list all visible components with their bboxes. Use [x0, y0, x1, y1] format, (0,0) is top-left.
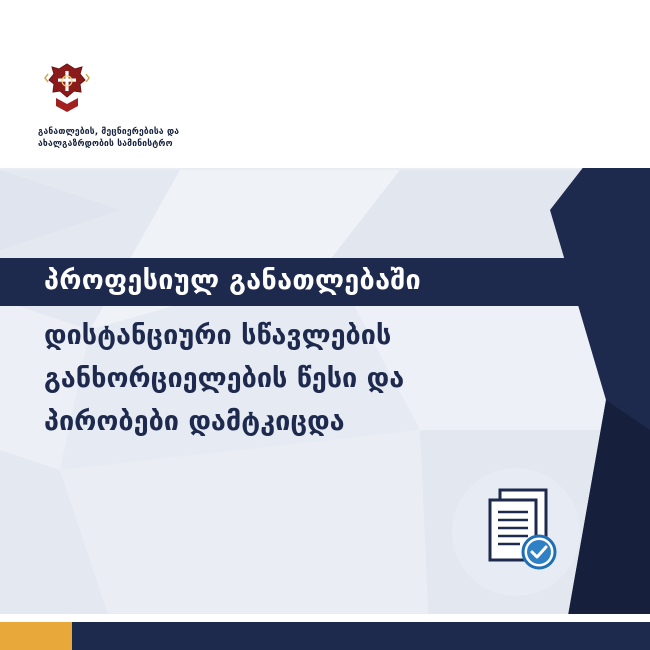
ministry-name-line1: განათლების, მეცნიერებისა და [38, 127, 180, 137]
ministry-name [38, 126, 258, 150]
ministry-name-line2: ახალგაზრდობის სამინისტრო [38, 139, 173, 149]
documents-approved-icon [480, 486, 566, 578]
headline-line-4: პირობები დამტკიცდა [44, 406, 345, 437]
ministry-logo [38, 62, 338, 150]
bottom-bar-gold-segment [0, 622, 72, 650]
bottom-bar-navy-segment [72, 622, 650, 650]
headline-body [44, 314, 584, 443]
bottom-color-bar [0, 622, 650, 650]
georgia-coat-of-arms-icon [44, 62, 90, 116]
bottom-white-divider [0, 614, 650, 622]
headline-line-3: განხორციელების წესი და [44, 363, 405, 394]
headline-line-2: დისტანციური სწავლების [44, 320, 392, 351]
headline-banner-text: პროფესიულ განათლებაში [44, 265, 422, 296]
